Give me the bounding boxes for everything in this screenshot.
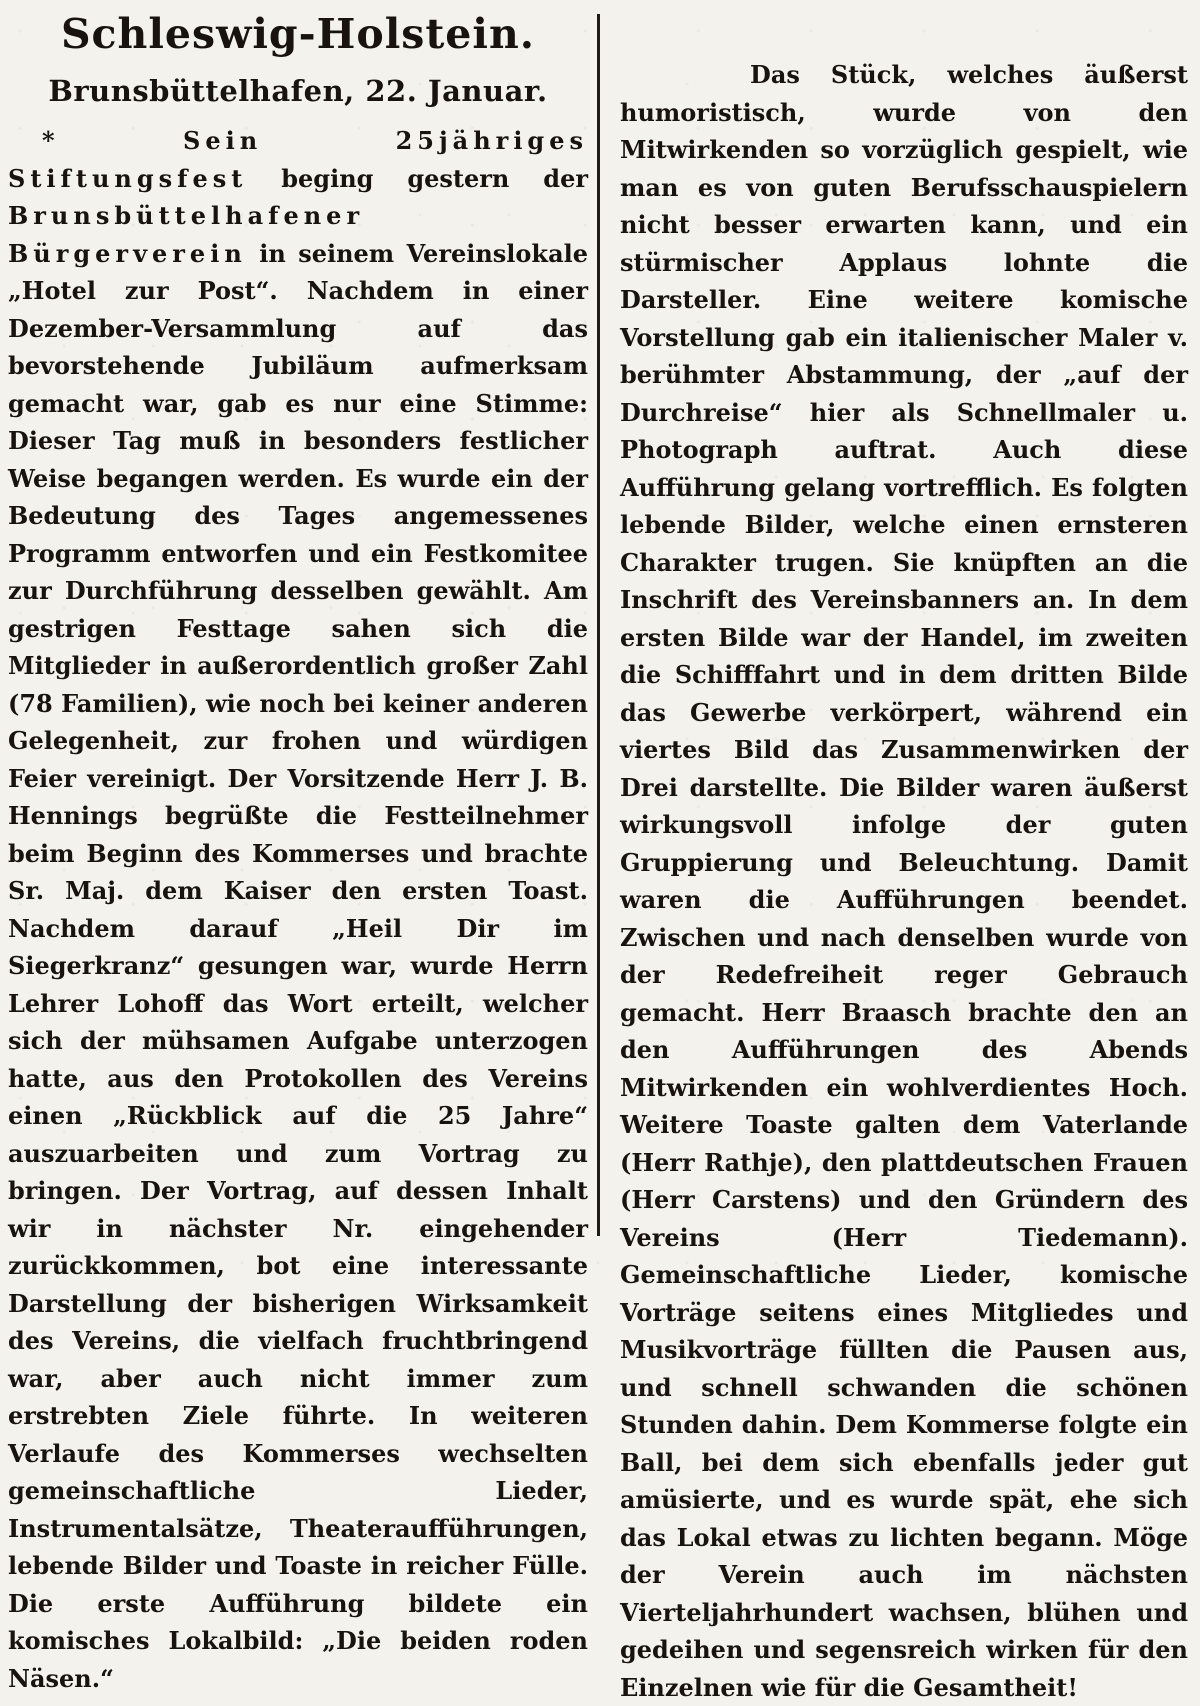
section-title: Schleswig-Holstein. — [60, 10, 536, 58]
emphasized-text-run: Sein 25jähriges Stiftungsfest — [8, 126, 588, 193]
dateline: Brunsbüttelhafen, 22. Januar. — [48, 74, 548, 108]
text-run: * — [42, 126, 183, 155]
emphasized-text-run: Brunsbüttelhafener Bürgerverein — [8, 201, 365, 268]
column-divider — [597, 14, 600, 1236]
article-paragraph-left — [8, 122, 588, 1697]
right-column — [620, 0, 1188, 1706]
article-paragraph-right: Das Stück, welches äußerst humoristisch, wurde von den Mitwirkenden so vorzüglich gespielt, wie man es von guten Berufsschauspielern nicht besser erwarten kann, und ein stürmischer Applaus lohnte die Darsteller. Eine weitere komische Vorstellung gab ein italienischer Maler v. berühmter Abstammung, der „auf der Durchreise“ hier als Schnellmaler u. Photograph auftrat. Auch diese Aufführung gelang vortrefflich. Es folgten lebende Bilder, welche einen ernsteren Charakter trugen. Sie knüpften an die Inschrift des Vereinsbanners an. In dem ersten Bilde war der Handel, im zweiten die Schifffahrt und in dem dritten Bilde das Gewerbe verkörpert, während ein viertes Bild das Zusammenwirken der Drei darstellte. Die Bilder waren äußerst wirkungsvoll infolge der guten Gruppierung und Beleuchtung. Damit waren die Aufführungen beendet. Zwischen und nach denselben wurde von der Redefreiheit reger Gebrauch gemacht. Herr Braasch brachte den an den Aufführungen des Abends Mitwirkenden ein wohlverdientes Hoch. Weitere Toaste galten dem Vaterlande (Herr Rathje), den plattdeutschen Frauen (Herr Carstens) und den Gründern des Vereins (Herr Tiedemann). Gemeinschaftliche Lieder, komische Vorträge seitens eines Mitgliedes und Musikvorträge füllten die Pausen aus, und schnell schwanden die schönen Stunden dahin. Dem Kommerse folgte ein Ball, bei dem sich ebenfalls jeder gut amüsierte, und es wurde spät, ehe sich das Lokal etwas zu lichten begann. Möge der Verein auch im nächsten Vierteljahrhundert wachsen, blühen und gedeihen und segensreich wirken für den Einzelnen wie für die Gesamtheit! — [620, 60, 1188, 1702]
left-column — [8, 0, 588, 1697]
text-run: in seinem Vereinslokale „Hotel zur Post“. Nachdem in einer Dezember-Versammlung auf das bevorstehende Jubiläum aufmerksam gemacht war, gab es nur eine Stimme: Dieser Tag muß in besonders festlicher Weise begangen werden. Es wurde ein der Bedeutung des Tages angemessenes Programm entworfen und ein Festkomitee zur Durchführung desselben gewählt. Am gestrigen Festtage sahen sich die Mitglieder in außerordentlich großer Zahl (78 Familien), wie noch bei keiner anderen Gelegenheit, zur frohen und würdigen Feier vereinigt. Der Vorsitzende Herr J. B. Hennings begrüßte die Festteilnehmer beim Beginn des Kommerses und brachte Sr. Maj. dem Kaiser den ersten Toast. Nachdem darauf „Heil Dir im Siegerkranz“ gesungen war, wurde Herrn Lehrer Lohoff das Wort erteilt, welcher sich der mühsamen Aufgabe unterzogen hatte, aus den Protokollen des Vereins einen „Rückblick auf die 25 Jahre“ auszuarbeiten und zum Vortrag zu bringen. Der Vortrag, auf dessen Inhalt wir in nächster Nr. eingehender zurückkommen, bot eine interessante Darstellung der bisherigen Wirksamkeit des Vereins, die vielfach fruchtbringend war, aber auch nicht immer zum erstrebten Ziele führte. In weiteren Verlaufe des Kommerses wechselten gemeinschaftliche Lieder, Instrumentalsätze, Theateraufführungen, lebende Bilder und Toaste in reicher Fülle. Die erste Aufführung bildete ein komisches Lokalbild: „Die beiden roden Näsen.“ — [8, 238, 588, 1693]
text-run: beging gestern der — [247, 163, 588, 193]
